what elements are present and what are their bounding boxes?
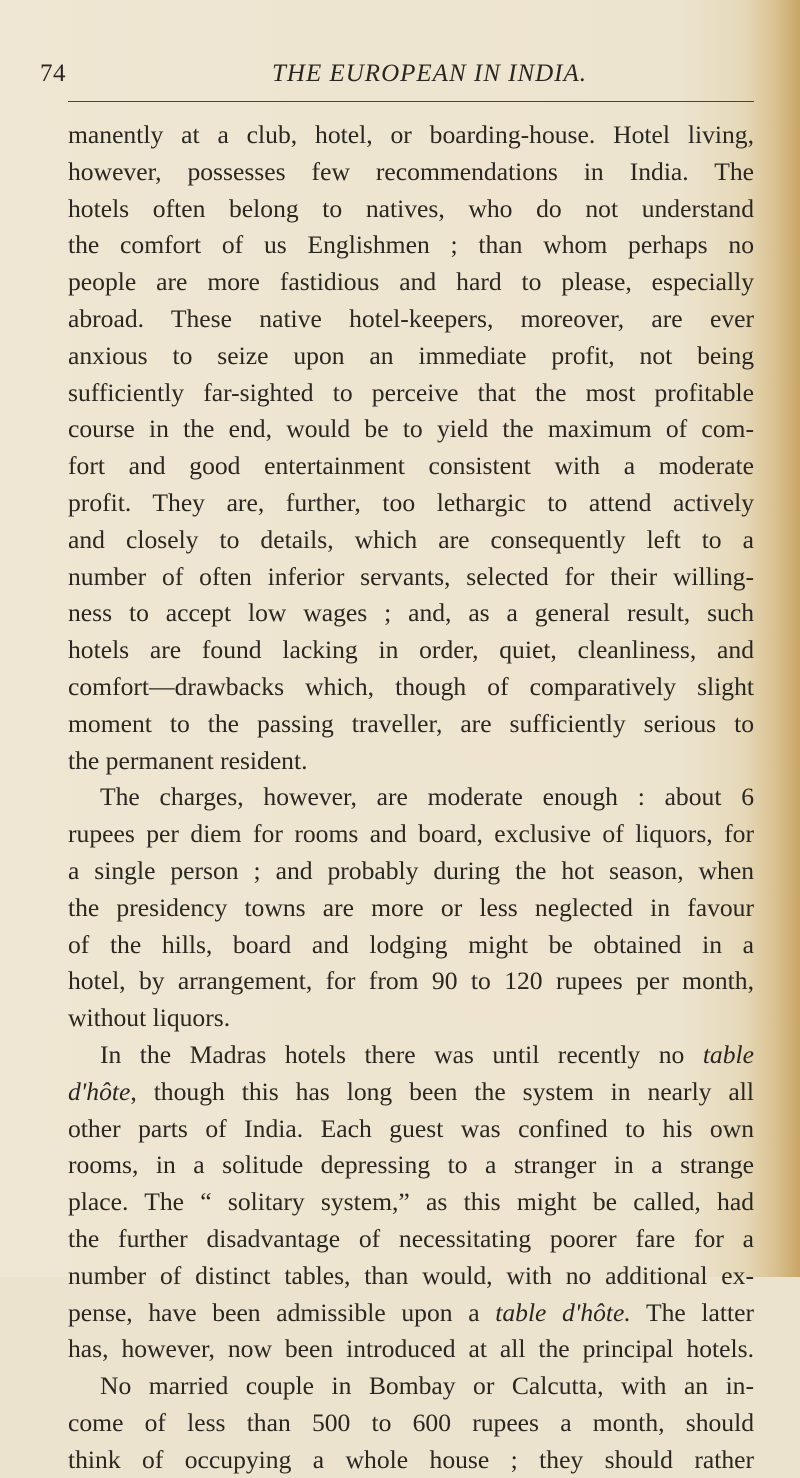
text-line: manently at a club, hotel, or boarding-house. Hotel living, bbox=[68, 120, 754, 149]
page-number: 74 bbox=[40, 60, 66, 87]
text-line: The charges, however, are moderate enough : about 6 bbox=[100, 782, 754, 812]
text-line: think of occupying a whole house ; they should rather bbox=[68, 1444, 754, 1474]
running-title: THE EUROPEAN IN INDIA. bbox=[272, 60, 588, 87]
text-line: the permanent resident. bbox=[68, 745, 308, 775]
text-line: the presidency towns are more or less neglected in favour bbox=[68, 892, 754, 922]
text-line: people are more fastidious and hard to please, especially bbox=[68, 267, 754, 297]
text-line: fort and good entertainment consistent with a moderate bbox=[68, 451, 754, 481]
text-line: ness to accept low wages ; and, as a general result, such bbox=[68, 598, 754, 628]
italic-term: table d'hôte. bbox=[495, 1297, 631, 1327]
text-line: course in the end, would be to yield the maximum of com- bbox=[68, 414, 754, 444]
text-line: comfort—drawbacks which, though of comparatively slight bbox=[68, 671, 754, 701]
page-header bbox=[40, 56, 760, 96]
text-segment: The latter bbox=[630, 1297, 754, 1327]
text-line: and closely to details, which are consequently left to a bbox=[68, 524, 754, 554]
text-line: moment to the passing traveller, are sufficiently serious to bbox=[68, 708, 754, 738]
text-line: rooms, in a solitude depressing to a stranger in a strange bbox=[68, 1150, 754, 1180]
text-segment: pense, have been admissible upon a bbox=[68, 1297, 480, 1327]
text-line: the further disadvantage of necessitating poorer fare for a bbox=[68, 1223, 754, 1253]
italic-term: table bbox=[702, 1039, 754, 1069]
text-line: number of often inferior servants, selected for their willing- bbox=[68, 561, 754, 591]
text-line: rupees per diem for rooms and board, exclusive of liquors, for bbox=[68, 819, 754, 849]
text-line: No married couple in Bombay or Calcutta, with an in- bbox=[100, 1371, 754, 1401]
text-line: however, possesses few recommendations in India. The bbox=[68, 156, 754, 186]
text-segment: In the Madras hotels there was until recently no bbox=[100, 1039, 685, 1069]
text-line: number of distinct tables, than would, with no additional ex- bbox=[68, 1260, 754, 1290]
text-line: a single person ; and probably during the hot season, when bbox=[68, 855, 754, 885]
text-line: other parts of India. Each guest was confined to his own bbox=[68, 1113, 754, 1143]
body-text bbox=[68, 117, 754, 1478]
text-line: hotel, by arrangement, for from 90 to 120 rupees per month, bbox=[68, 966, 754, 996]
text-line: of the hills, board and lodging might be obtained in a bbox=[68, 929, 754, 959]
text-line bbox=[68, 1074, 754, 1111]
text-line: the comfort of us Englishmen ; than whom perhaps no bbox=[68, 230, 754, 260]
text-segment: , though this has long been the system in nearly all bbox=[130, 1076, 754, 1106]
text-line bbox=[68, 1037, 754, 1074]
text-line: hotels often belong to natives, who do not understand bbox=[68, 193, 754, 223]
text-line: anxious to seize upon an immediate profit, not being bbox=[68, 340, 754, 370]
text-line: place. The “ solitary system,” as this might be called, had bbox=[68, 1187, 754, 1217]
text-line bbox=[68, 1295, 754, 1332]
italic-term: d'hôte bbox=[68, 1076, 131, 1106]
text-line: hotels are found lacking in order, quiet, cleanliness, and bbox=[68, 635, 754, 665]
header-rule bbox=[68, 101, 754, 102]
text-line: come of less than 500 to 600 rupees a month, should bbox=[68, 1407, 754, 1437]
text-line: without liquors. bbox=[68, 1003, 231, 1033]
text-line: profit. They are, further, too lethargic to attend actively bbox=[68, 487, 754, 517]
text-line: abroad. These native hotel-keepers, moreover, are ever bbox=[68, 303, 754, 333]
text-line: has, however, now been introduced at all the principal hotels. bbox=[68, 1334, 754, 1364]
text-line: sufficiently far-sighted to perceive that the most profitable bbox=[68, 377, 754, 407]
